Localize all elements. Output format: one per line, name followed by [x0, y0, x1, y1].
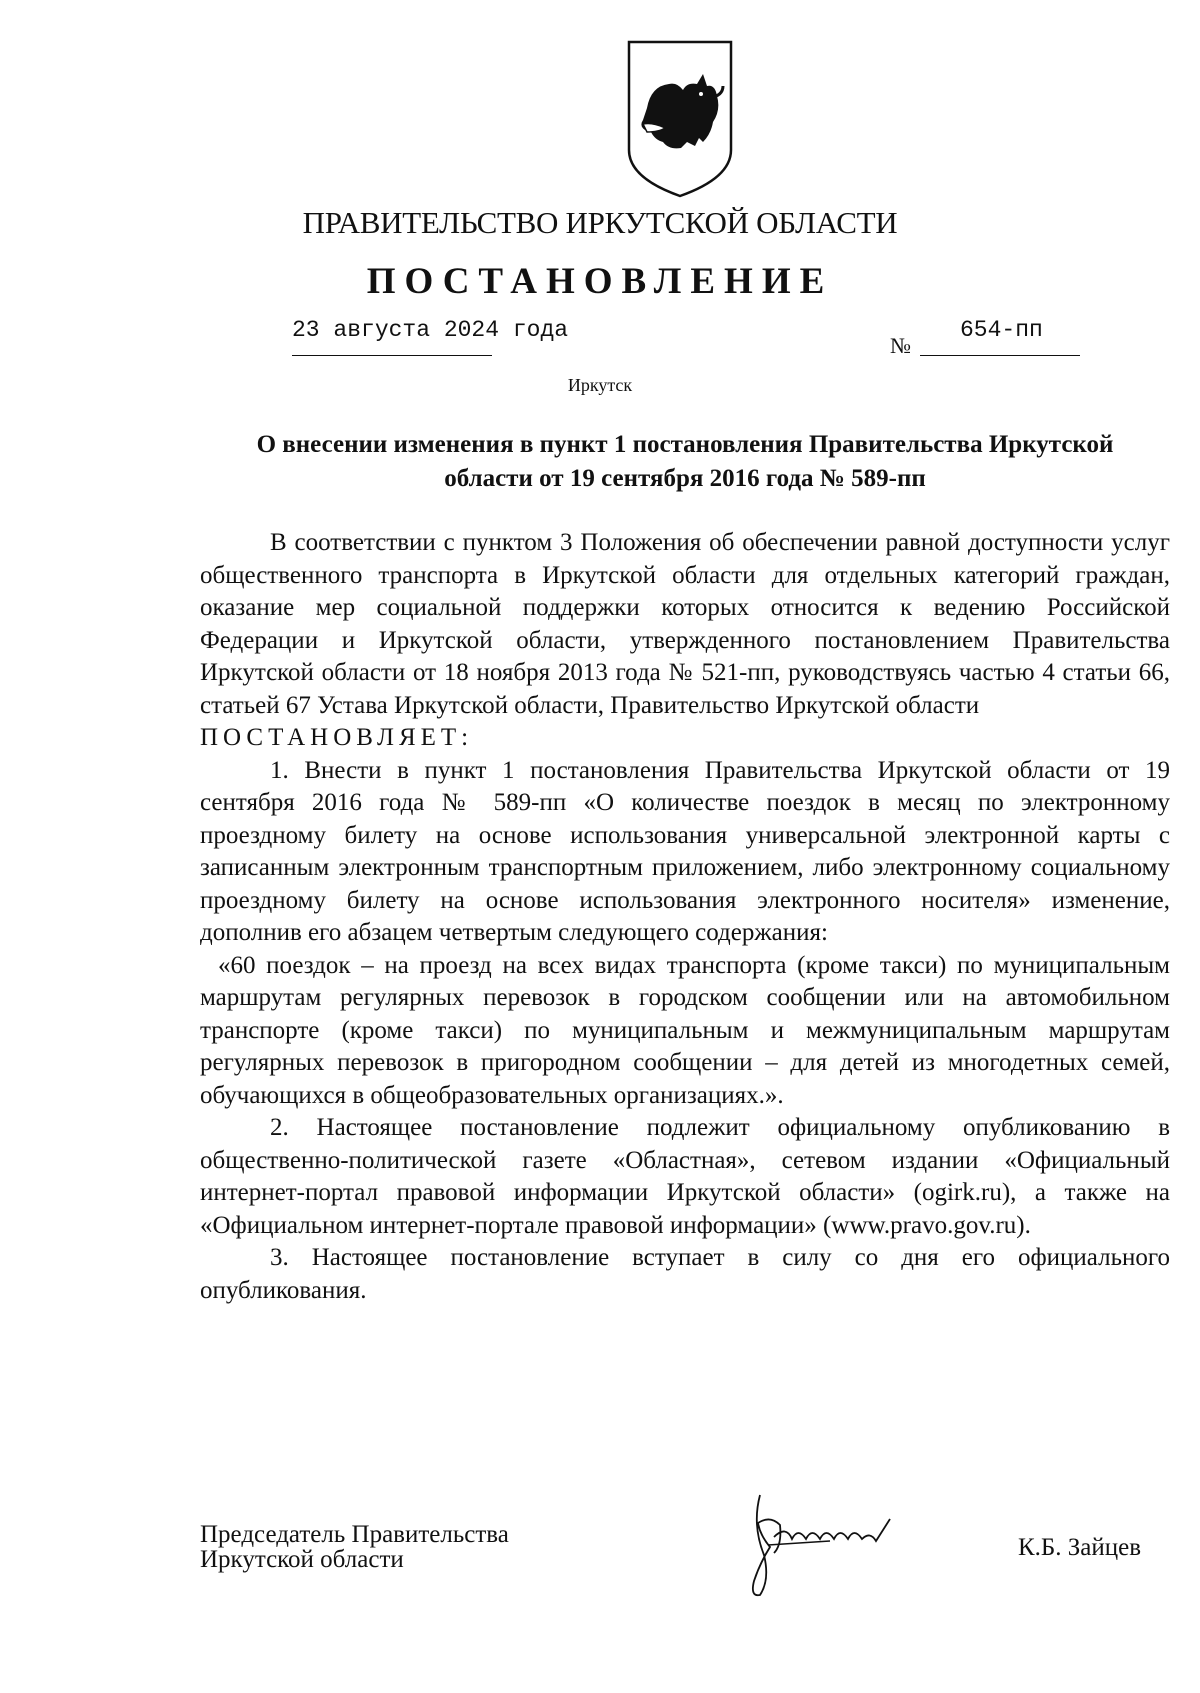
number-underline [920, 355, 1080, 356]
date-underline [292, 355, 492, 356]
signatory-position [200, 1522, 509, 1572]
title-line-2: области от 19 сентября 2016 года № 589-пп [444, 465, 926, 492]
signatory-position-line-2: Иркутской области [200, 1546, 404, 1573]
document-number: 654-пп [960, 317, 1043, 343]
item-2-paragraph: 2. Настоящее постановление подлежит официальному опубликованию в общественно-политической газете «Областная», сетевом издании «Официальный интернет-портал правовой информации Иркутской области» (ogirk.ru), а также на «Официальном интернет-портале правовой информации» (www.pravo.gov.ru). [200, 1114, 1170, 1239]
signatory-name: К.Б. Зайцев [1018, 1534, 1142, 1561]
item-1-quote: «60 поездок – на проезд на всех видах транспорта (кроме такси) по муниципальным маршрутам регулярных перевозок в городском сообщении или на автомобильном транспорте (кроме такси) по муниципальным и межмуниципальным маршрутам регулярных перевозок в пригородном сообщении – для детей из многодетных семей, обучающихся в общеобразовательных организациях.». [200, 951, 1170, 1109]
document-title [200, 428, 1170, 496]
document-body [200, 527, 1170, 1307]
document-type: ПОСТАНОВЛЕНИЕ [366, 261, 834, 302]
decree-word: ПОСТАНОВЛЯЕТ: [200, 724, 474, 751]
item-3-paragraph: 3. Настоящее постановление вступает в силу со дня его официального опубликования. [200, 1244, 1170, 1304]
city: Иркутск [567, 375, 633, 395]
signatory-position-line-1: Председатель Правительства [200, 1521, 509, 1548]
document-date: 23 августа 2024 года [292, 317, 569, 343]
coat-of-arms-icon [625, 38, 735, 200]
handwritten-signature [730, 1485, 950, 1605]
preamble-paragraph: В соответствии с пунктом 3 Положения об обеспечении равной доступности услуг общественного транспорта в Иркутской области для отдельных категорий граждан, оказание мер социальной поддержки которых относится к ведению Российской Федерации и Иркутской области, утвержденного постановлением Правительства Иркутской области от 18 ноября 2013 года № 521-пп, руководствуясь частью 4 статьи 66, статьей 67 Устава Иркутской области, Правительство Иркутской области [200, 529, 1170, 719]
item-1-paragraph: 1. Внести в пункт 1 постановления Правительства Иркутской области от 19 сентября 2016 года № 589-пп «О количестве поездок в месяц по электронному проездному билету на основе использования универсальной электронной карты с записанным электронным транспортным приложением, либо электронному социальному проездному билету на основе использования электронного носителя» изменение, дополнив его абзацем четвертым следующего содержания: [200, 756, 1170, 946]
title-line-1: О внесении изменения в пункт 1 постановления Правительства Иркутской [256, 431, 1114, 458]
number-sign: № [890, 333, 911, 358]
organization-name: ПРАВИТЕЛЬСТВО ИРКУТСКОЙ ОБЛАСТИ [302, 205, 898, 240]
